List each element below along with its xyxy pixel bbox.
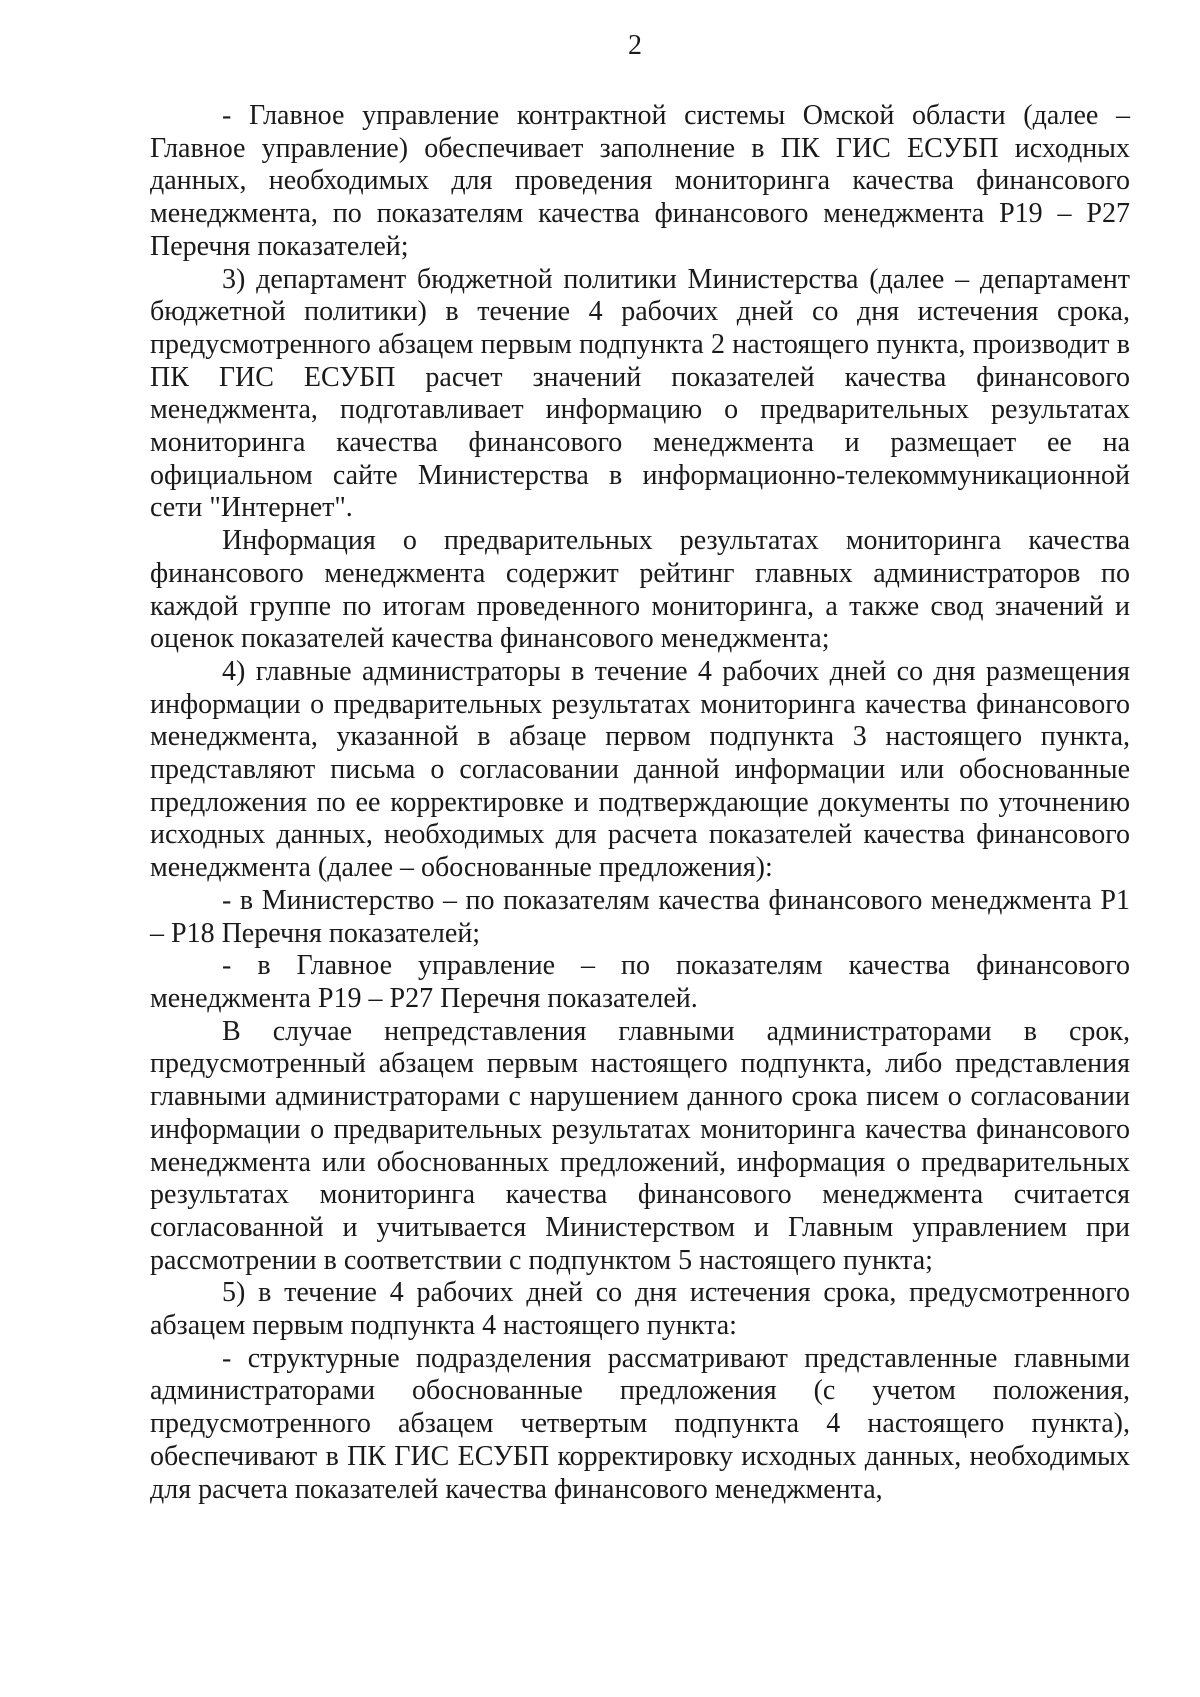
page-number: 2 [628, 30, 642, 61]
paragraph-preliminary-results-info: Информация о предварительных результатах мониторинга качества финансового менеджмента содержит рейтинг главных администраторов по каждой группе по итогам проведенного мониторинга, а также свод значений и оценок показателей качества финансового менеджмента; [150, 525, 1130, 655]
paragraph-main-directorate-data: - Главное управление контрактной системы Омской области (далее – Главное управление) обеспечивает заполнение в ПК ГИС ЕСУБП исходных данных, необходимых для проведения мониторинга качества финансового менеджмента, по показателям качества финансового менеджмента Р19 – Р27 Перечня показателей; [150, 100, 1130, 262]
paragraph-item-3: 3) департамент бюджетной политики Министерства (далее – департамент бюджетной политики) в течение 4 рабочих дней со дня истечения срока, предусмотренного абзацем первым подпункта 2 настоящего пункта, производит в ПК ГИС ЕСУБП расчет значений показателей качества финансового менеджмента, подготавливает информацию о предварительных результатах мониторинга качества финансового менеджмента и размещает ее на официальном сайте Министерства в информационно-телекоммуникационной сети "Интернет". [150, 263, 1130, 524]
document-body [150, 100, 1130, 1506]
paragraph-item-5: 5) в течение 4 рабочих дней со дня истечения срока, предусмотренного абзацем первым подпункта 4 настоящего пункта: [150, 1277, 1130, 1342]
paragraph-structural-units: - структурные подразделения рассматривают представленные главными администраторами обоснованные предложения (с учетом положения, предусмотренного абзацем четвертым подпункта 4 настоящего пункта), обеспечивают в ПК ГИС ЕСУБП корректировку исходных данных, необходимых для расчета показателей качества финансового менеджмента, [150, 1342, 1130, 1505]
paragraph-to-main-directorate: - в Главное управление – по показателям качества финансового менеджмента Р19 – Р27 Перечня показателей. [150, 950, 1130, 1014]
paragraph-item-4: 4) главные администраторы в течение 4 рабочих дней со дня размещения информации о предварительных результатах мониторинга качества финансового менеджмента, указанной в абзаце первом подпункта 3 настоящего пункта, представляют письма о согласовании данной информации или обоснованные предложения по ее корректировке и подтверждающие документы по уточнению исходных данных, необходимых для расчета показателей качества финансового менеджмента (далее – обоснованные предложения): [150, 655, 1130, 884]
paragraph-non-submission: В случае непредставления главными администраторами в срок, предусмотренный абзацем первым настоящего подпункта, либо представления главными администраторами с нарушением данного срока писем о согласовании информации о предварительных результатах мониторинга качества финансового менеджмента или обоснованных предложений, информация о предварительных результатах мониторинга качества финансового менеджмента считается согласованной и учитывается Министерством и Главным управлением при рассмотрении в соответствии с подпунктом 5 настоящего пункта; [150, 1015, 1130, 1276]
paragraph-to-ministry: - в Министерство – по показателям качества финансового менеджмента Р1 – Р18 Перечня показателей; [150, 884, 1130, 949]
